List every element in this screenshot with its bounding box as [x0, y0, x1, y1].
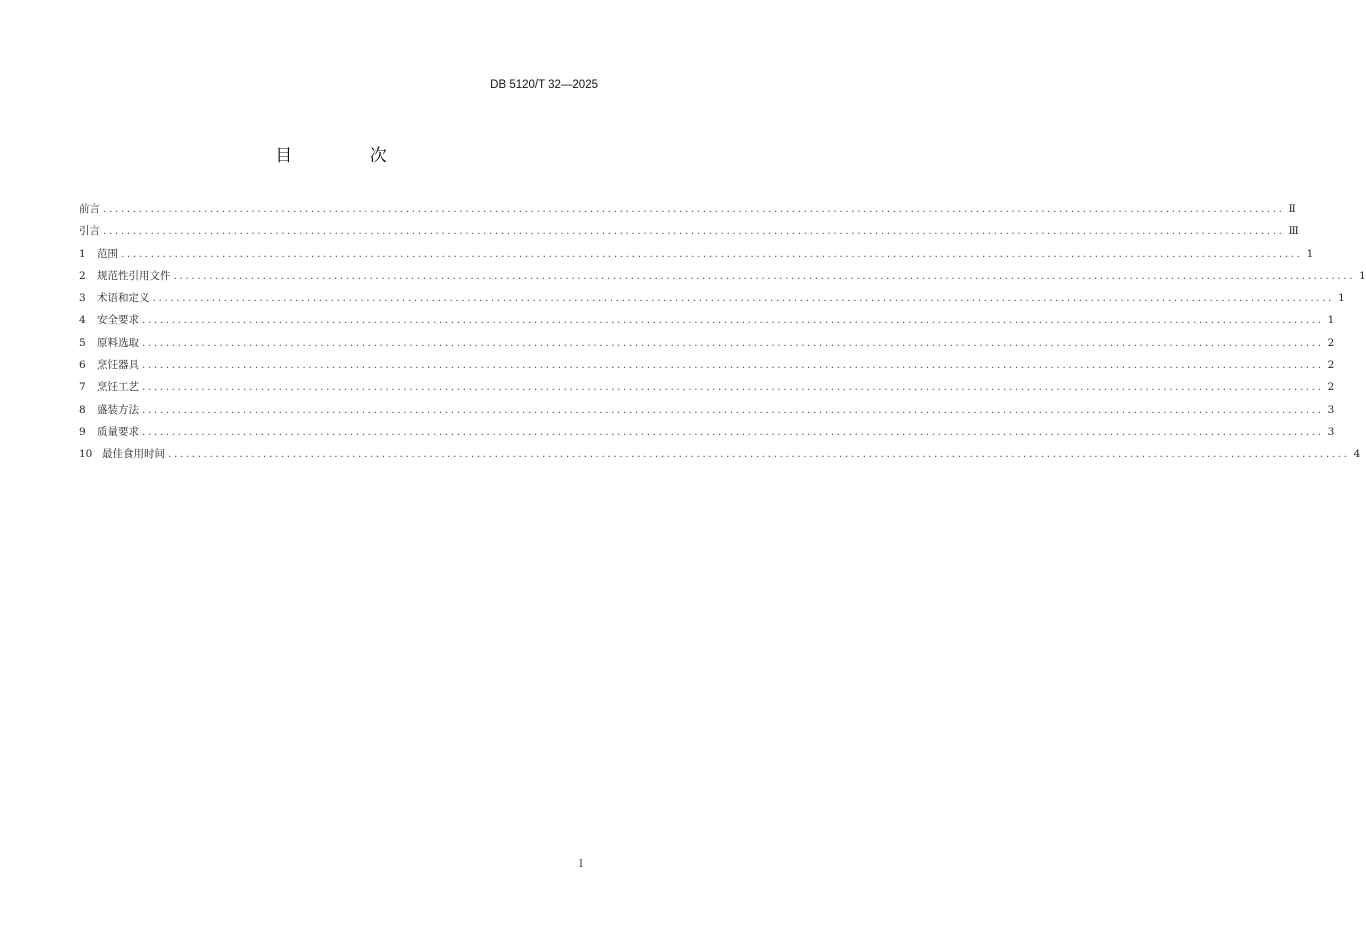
toc-entry-label: 安全要求: [97, 314, 139, 327]
toc-entry-number: 3: [79, 292, 86, 305]
toc-entry-label: 引言: [79, 225, 100, 238]
document-code: DB 5120/T 32—2025: [490, 79, 598, 91]
toc-entry[interactable]: [79, 357, 1335, 379]
toc-leader-dots: .......................................................................................................................................................................................................: [142, 359, 1324, 372]
toc-leader-dots: .......................................................................................................................................................................................................: [173, 269, 1356, 282]
toc-entry-number: 6: [79, 359, 86, 372]
toc-entry-page: 4: [1353, 448, 1361, 461]
toc-entry-label: 规范性引用文件: [97, 269, 171, 282]
toc-entry-label: 质量要求: [97, 425, 139, 438]
toc-entry-page: Ⅱ: [1288, 203, 1296, 215]
toc-leader-dots: .......................................................................................................................................................................................................: [168, 448, 1350, 461]
toc-entry[interactable]: [79, 246, 1314, 268]
toc-entry[interactable]: [79, 312, 1335, 334]
page-title: 目 次: [275, 146, 423, 166]
toc-entry-page: 1: [1306, 247, 1314, 260]
toc-entry-label: 烹饪器具: [97, 359, 139, 372]
toc-entry[interactable]: [79, 201, 1296, 223]
toc-entry-number: 7: [79, 381, 86, 394]
toc-entry[interactable]: [79, 290, 1345, 312]
toc-entry-page: Ⅲ: [1288, 225, 1299, 238]
toc-entry-number: 10: [79, 448, 93, 461]
toc-entry-page: 2: [1327, 336, 1335, 349]
toc-leader-dots: .......................................................................................................................................................................................................: [142, 425, 1324, 438]
toc-entry-page: 1: [1327, 314, 1335, 327]
toc-leader-dots: .......................................................................................................................................................................................................: [121, 247, 1303, 260]
toc-entry-label: 前言: [79, 203, 100, 215]
toc-entry[interactable]: [79, 446, 1361, 468]
toc-entry-number: 2: [79, 269, 86, 282]
toc-entry[interactable]: [79, 402, 1335, 424]
toc-entry-number: 5: [79, 336, 86, 349]
table-of-contents: [79, 201, 1366, 469]
toc-entry-number: 8: [79, 403, 86, 416]
toc-entry-label: 盛装方法: [97, 403, 139, 416]
toc-entry-page: 2: [1327, 359, 1335, 372]
toc-entry-label: 术语和定义: [97, 292, 150, 305]
toc-entry-label: 原料选取: [97, 336, 139, 349]
toc-entry-page: 1: [1338, 292, 1345, 305]
toc-leader-dots: .......................................................................................................................................................................................................: [142, 336, 1324, 349]
toc-entry-label: 范围: [97, 247, 118, 260]
toc-leader-dots: .......................................................................................................................................................................................................: [103, 225, 1285, 238]
toc-leader-dots: .......................................................................................................................................................................................................: [142, 403, 1324, 416]
toc-entry-page: 3: [1327, 425, 1335, 438]
toc-entry-number: 1: [79, 247, 86, 260]
toc-entry-number: 4: [79, 314, 86, 327]
toc-entry[interactable]: [79, 424, 1335, 446]
toc-entry[interactable]: [79, 379, 1335, 401]
toc-entry[interactable]: [79, 223, 1299, 245]
toc-entry-label: 最佳食用时间: [102, 448, 165, 461]
toc-entry-label: 烹饪工艺: [97, 381, 139, 394]
toc-entry-page: 3: [1327, 403, 1335, 416]
toc-leader-dots: .......................................................................................................................................................................................................: [103, 203, 1285, 215]
toc-entry-page: 1: [1359, 269, 1366, 282]
toc-entry[interactable]: [79, 268, 1366, 290]
toc-entry[interactable]: [79, 335, 1335, 357]
toc-leader-dots: .......................................................................................................................................................................................................: [152, 292, 1335, 305]
toc-leader-dots: .......................................................................................................................................................................................................: [142, 381, 1324, 394]
toc-leader-dots: .......................................................................................................................................................................................................: [142, 314, 1324, 327]
toc-entry-number: 9: [79, 425, 86, 438]
page-number: I: [579, 859, 583, 870]
toc-entry-page: 2: [1327, 381, 1335, 394]
